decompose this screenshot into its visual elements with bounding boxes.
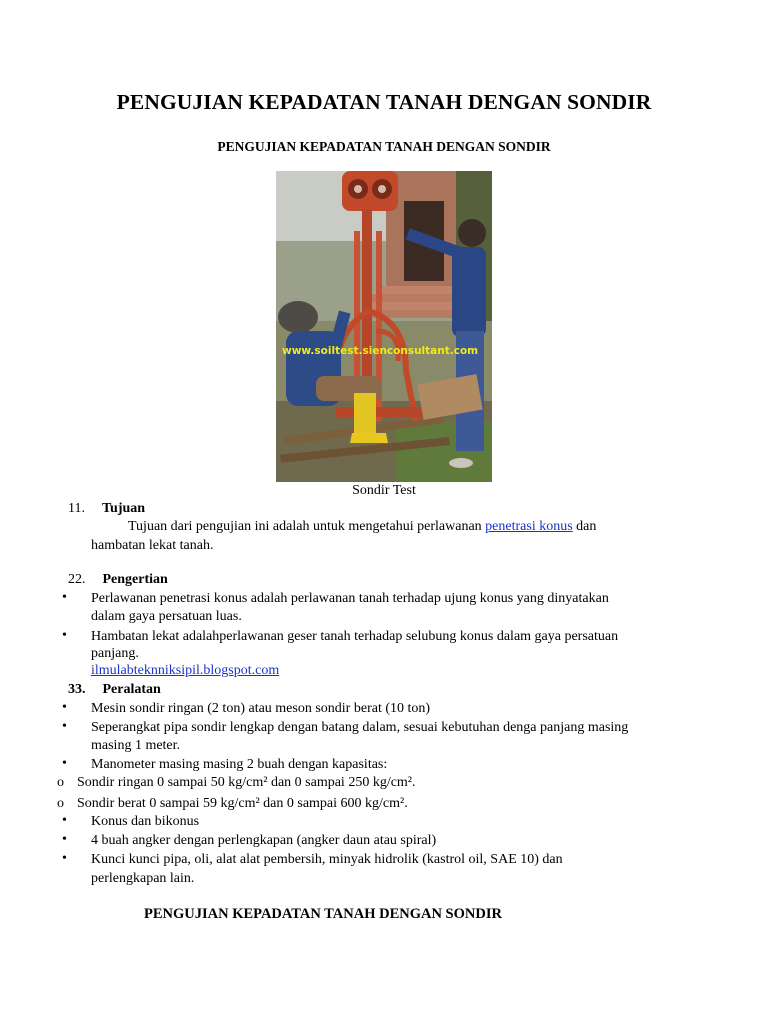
peralatan-item1: Mesin sondir ringan (2 ton) atau meson sondir berat (10 ton) bbox=[91, 701, 431, 716]
bullet-icon: • bbox=[62, 628, 67, 643]
sub-bullet-icon: o bbox=[57, 775, 64, 790]
document-subtitle: PENGUJIAN KEPADATAN TANAH DENGAN SONDIR bbox=[217, 139, 551, 154]
section-pengertian-heading bbox=[68, 571, 168, 589]
bullet-icon: • bbox=[62, 832, 67, 847]
tujuan-paragraph-line1 bbox=[128, 518, 596, 536]
bullet-icon: • bbox=[62, 700, 67, 715]
bullet-icon: • bbox=[62, 719, 67, 734]
peralatan-item3: Manometer masing masing 2 buah dengan kapasitas: bbox=[91, 757, 388, 772]
bullet-icon: • bbox=[62, 756, 67, 771]
tujuan-text-end: dan bbox=[572, 519, 597, 534]
tujuan-text: Tujuan dari pengujian ini adalah untuk mengetahui perlawanan bbox=[128, 519, 486, 534]
section-number: 33. bbox=[68, 682, 86, 697]
photo-watermark: www.soiltest.sienconsultant.com bbox=[282, 345, 479, 357]
bullet-icon: • bbox=[62, 590, 67, 605]
section-tujuan-heading bbox=[68, 500, 145, 518]
footer-heading: PENGUJIAN KEPADATAN TANAH DENGAN SONDIR bbox=[144, 906, 502, 922]
bullet-icon: • bbox=[62, 851, 67, 866]
source-link-row bbox=[91, 662, 279, 680]
peralatan-sub1: Sondir ringan 0 sampai 50 kg/cm² dan 0 sampai 250 kg/cm². bbox=[77, 775, 416, 790]
peralatan-item2-line1: Seperangkat pipa sondir lengkap dengan batang dalam, sesuai kebutuhan denga panjang masing bbox=[91, 720, 629, 735]
sondir-test-photo bbox=[276, 171, 492, 482]
peralatan-item6-line2: perlengkapan lain. bbox=[91, 871, 195, 886]
tujuan-paragraph-line2: hambatan lekat tanah. bbox=[91, 538, 214, 553]
pengertian-item1-line2: dalam gaya persatuan luas. bbox=[91, 609, 242, 624]
bullet-icon: • bbox=[62, 813, 67, 828]
pengertian-item1-line1: Perlawanan penetrasi konus adalah perlawanan tanah terhadap ujung konus yang dinyatakan bbox=[91, 591, 609, 606]
section-title: Tujuan bbox=[101, 501, 146, 516]
section-peralatan-heading bbox=[68, 681, 161, 699]
pengertian-item2-line2: panjang. bbox=[91, 646, 139, 661]
pengertian-item2-line1: Hambatan lekat adalahperlawanan geser tanah terhadap selubung konus dalam gaya persatuan bbox=[91, 629, 619, 644]
penetrasi-konus-link[interactable]: penetrasi konus bbox=[485, 519, 573, 534]
section-number: 22. bbox=[68, 572, 86, 587]
photo-caption: Sondir Test bbox=[352, 483, 416, 498]
sub-bullet-icon: o bbox=[57, 796, 64, 811]
peralatan-sub2: Sondir berat 0 sampai 59 kg/cm² dan 0 sampai 600 kg/cm². bbox=[77, 796, 408, 811]
peralatan-item2-line2: masing 1 meter. bbox=[91, 738, 181, 753]
section-title: Peralatan bbox=[102, 682, 161, 697]
peralatan-item5: 4 buah angker dengan perlengkapan (angker daun atau spiral) bbox=[91, 833, 437, 848]
peralatan-item4: Konus dan bikonus bbox=[91, 814, 200, 829]
blog-source-link[interactable]: ilmulabteknniksipil.blogspot.com bbox=[91, 663, 280, 678]
peralatan-item6-line1: Kunci kunci pipa, oli, alat alat pembersih, minyak hidrolik (kastrol oil, SAE 10) dan bbox=[91, 852, 563, 867]
section-title: Pengertian bbox=[102, 572, 168, 587]
section-number: 11. bbox=[68, 501, 85, 516]
document-title: PENGUJIAN KEPADATAN TANAH DENGAN SONDIR bbox=[116, 90, 652, 114]
